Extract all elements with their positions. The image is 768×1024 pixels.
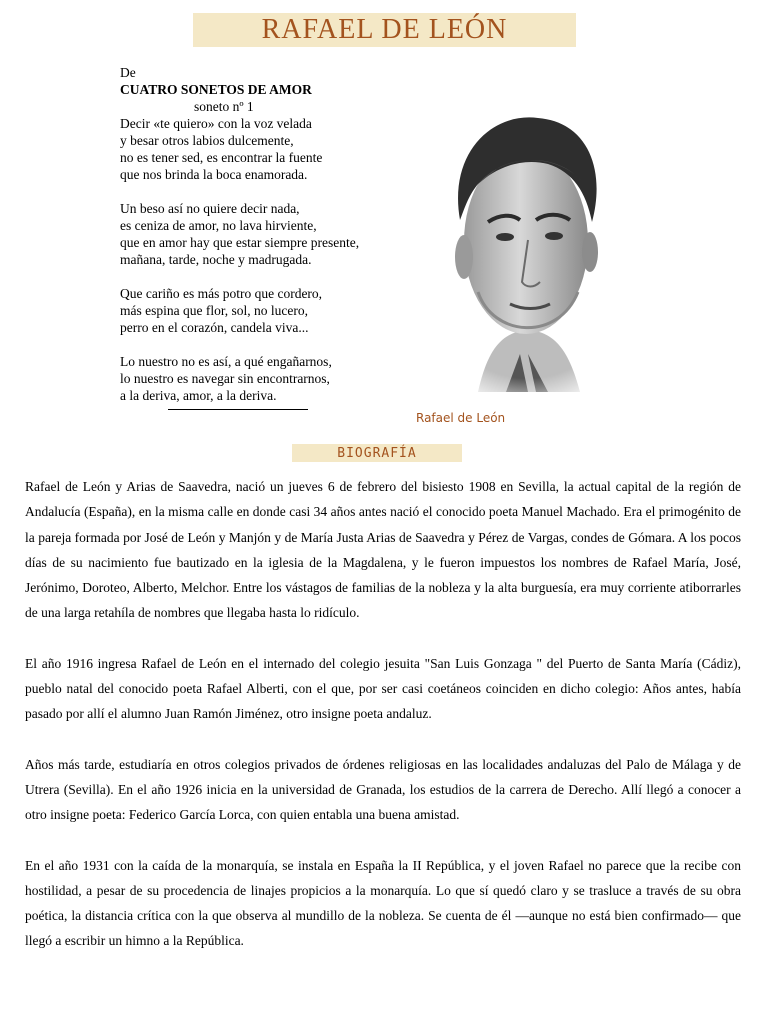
- poem-line: mañana, tarde, noche y madrugada.: [120, 252, 312, 267]
- portrait-illustration: [408, 92, 648, 400]
- poem-line: Que cariño es más potro que cordero,: [120, 286, 323, 301]
- poem-subheading: soneto nº 1: [194, 99, 254, 114]
- poem-line: no es tener sed, es encontrar la fuente: [120, 150, 323, 165]
- biography-paragraph: Rafael de León y Arias de Saavedra, nació un jueves 6 de febrero del bisiesto 1908 en Sevilla, la actual capital de la región de Andalucía (España), en la misma calle en donde casi 34 años antes nació el conocido poeta Manuel Machado. Era el primogénito de la pareja formada por José de León y Manjón y de María Justa Arias de Saavedra y Pérez de Vargas, condes de Gómara. A los pocos días de su nacimiento fue bautizado en la iglesia de la Magdalena, y le fueron impuestos los nombres de Rafael María, José, Jerónimo, Doroteo, Alberto, Melchor. Entre los vástagos de familias de la nobleza y la alta burguesía, era muy corriente atiborrarles de una larga retahíla de nombres que llegaba hasta lo ridículo.: [25, 479, 741, 621]
- page-title: RAFAEL DE LEÓN: [261, 14, 508, 45]
- poem-end-rule: [168, 405, 308, 410]
- poem-heading: CUATRO SONETOS DE AMOR: [120, 82, 312, 97]
- poem-line: Lo nuestro no es así, a qué engañarnos,: [120, 354, 332, 369]
- biography-paragraph: Años más tarde, estudiaría en otros colegios privados de órdenes religiosas en las localidades andaluzas del Palo de Málaga y de Utrera (Sevilla). En el año 1926 inicia en la universidad de Granada, los estudios de la carrera de Derecho. Allí llegó a conocer a otro insigne poeta: Federico García Lorca, con quien entabla una buena amistad.: [25, 756, 741, 823]
- poem-line: lo nuestro es navegar sin encontrarnos,: [120, 371, 330, 386]
- stanza-gap: [120, 268, 420, 285]
- poem-line: que nos brinda la boca enamorada.: [120, 167, 308, 182]
- poem-line: más espina que flor, sol, no lucero,: [120, 303, 309, 318]
- stanza-gap: [120, 336, 420, 353]
- biography-paragraph: El año 1916 ingresa Rafael de León en el internado del colegio jesuita "San Luis Gonzaga " del Puerto de Santa María (Cádiz), pueblo natal del conocido poeta Rafael Alberti, con el que, por ser casi coetáneos coinciden en dicho colegio: Años antes, había pasado por allí el alumno Juan Ramón Jiménez, otro insigne poeta andaluz.: [25, 655, 741, 722]
- poem-line: que en amor hay que estar siempre presente,: [120, 235, 360, 250]
- portrait-photo: [408, 92, 648, 400]
- portrait-caption: Rafael de León: [416, 411, 506, 425]
- poem-line: Decir «te quiero» con la voz velada: [120, 116, 312, 131]
- poem-intro: De: [120, 65, 136, 80]
- poem-line: Un beso así no quiere decir nada,: [120, 201, 300, 216]
- stanza-gap: [120, 183, 420, 200]
- poem-line: perro en el corazón, candela viva...: [120, 320, 309, 335]
- poem-line: a la deriva, amor, a la deriva.: [120, 388, 277, 403]
- poem-line: y besar otros labios dulcemente,: [120, 133, 294, 148]
- biography-banner: [292, 444, 462, 462]
- biography-paragraph: En el año 1931 con la caída de la monarquía, se instala en España la II República, y el joven Rafael no parece que la recibe con hostilidad, a pesar de su procedencia de linajes propicios a la monarquía. Lo que sí quedó claro y se trasluce a través de su obra poética, la distancia crítica con la que observa al mundillo de la nobleza. Se cuenta de él —aunque no está bien confirmado— que llegó a escribir un himno a la República.: [25, 857, 741, 949]
- poem-line: es ceniza de amor, no lava hirviente,: [120, 218, 317, 233]
- poem-block: [120, 64, 420, 410]
- biography-heading: BIOGRAFÍA: [337, 446, 417, 461]
- biography-text: [25, 474, 741, 979]
- title-banner: [193, 13, 576, 47]
